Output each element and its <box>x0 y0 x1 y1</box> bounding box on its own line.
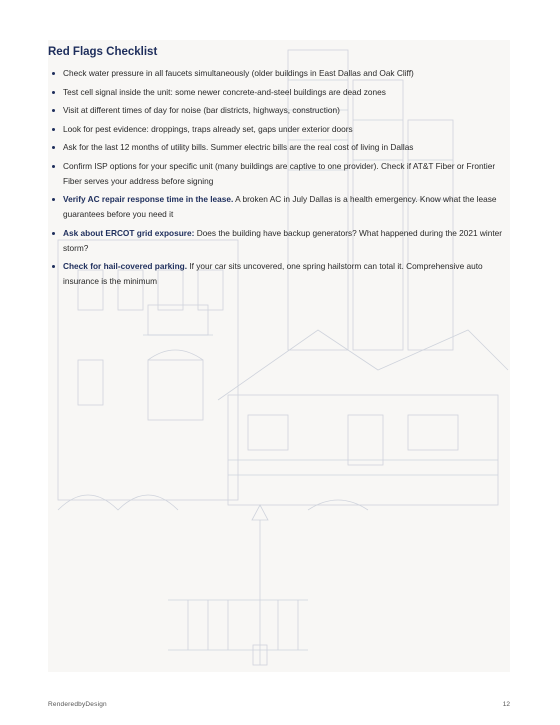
item-text: Look for pest evidence: droppings, traps already set, gaps under exterior doors <box>63 123 353 134</box>
bullet-icon <box>52 265 55 268</box>
item-text: Confirm ISP options for your specific unit (many buildings are captive to one provider). Check if AT&T Fiber or Frontier Fiber serves your address before signing <box>63 160 496 186</box>
bullet-icon <box>52 109 55 112</box>
item-text: Does the building have backup generators? What happened during the 2021 winter storm? <box>63 227 503 253</box>
item-text: Ask for the last 12 months of utility bills. Summer electric bills are the real cost of living in Dallas <box>63 142 414 152</box>
section-heading: Red Flags Checklist <box>48 46 158 58</box>
item-text: Test cell signal inside the unit: some newer concrete-and-steel buildings are dead zones <box>63 86 386 97</box>
footer-brand: RenderedbyDesign <box>48 701 107 708</box>
bullet-icon <box>52 72 55 75</box>
checklist-section <box>48 46 510 293</box>
list-item <box>48 259 510 289</box>
bullet-icon <box>52 232 55 235</box>
item-emphasis: Ask about ERCOT grid exposure: <box>63 227 195 238</box>
list-item <box>48 122 510 137</box>
list-item <box>48 85 510 100</box>
item-text: If your car sits uncovered, one spring hailstorm can total it. Comprehensive auto insurance is the minimum <box>63 261 483 286</box>
bullet-icon <box>52 128 55 131</box>
bullet-icon <box>52 165 55 168</box>
list-item <box>48 192 510 222</box>
bullet-icon <box>52 198 55 201</box>
list-item <box>48 66 510 81</box>
item-emphasis: Check for hail-covered parking. <box>63 261 188 271</box>
list-item <box>48 159 510 189</box>
item-emphasis: Verify AC repair response time in the lease. <box>63 194 234 204</box>
list-item <box>48 140 510 155</box>
item-text: Visit at different times of day for noise (bar districts, highways, construction) <box>63 105 340 115</box>
red-flags-list <box>48 66 510 289</box>
list-item <box>48 226 510 256</box>
bullet-icon <box>52 91 55 94</box>
page-number: 12 <box>502 701 510 708</box>
item-text: Check water pressure in all faucets simultaneously (older buildings in East Dallas and Oak Cliff) <box>63 68 414 78</box>
list-item <box>48 103 510 118</box>
bullet-icon <box>52 146 55 149</box>
item-text: A broken AC in July Dallas is a health emergency. Know what the lease guarantees before you need it <box>63 194 497 219</box>
